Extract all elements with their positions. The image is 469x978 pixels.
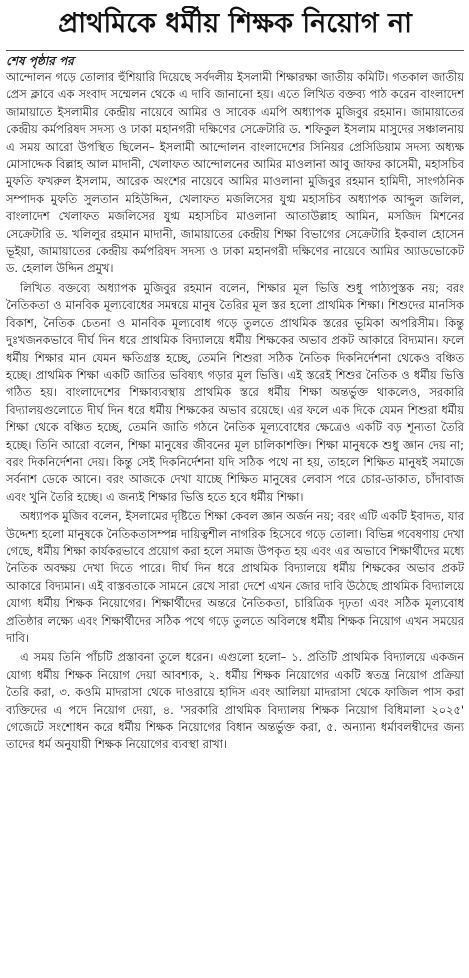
- article-paragraph: লিখিত বক্তব্যে অধ্যাপক মুজিবুর রহমান বলেন, শিক্ষার মূল ভিত্তি শুধু পাঠ্যপুস্তক নয়; বরং নৈতিকতা ও মানবিক মূল্যবোধের সমন্বয়ে মানুষ তৈরির মূল স্তর হলো প্রাথমিক শিক্ষা। শিশুদের মানসিক বিকাশ, নৈতিক চেতনা ও মানবিক মূল্যবোধ গড়ে তুলতে প্রাথমিক স্তরের ভূমিকা অপরিসীম। কিন্তু দুঃখজনকভাবে দীর্ঘ দিন ধরে প্রাথমিক বিদ্যালয়ে ধর্মীয় শিক্ষকের অভাব প্রকট আকারে বিদ্যমান। ফলে ধর্মীয় শিক্ষার মান যেমন ক্ষতিগ্রস্ত হচ্ছে, তেমনি শিশুরা সঠিক নৈতিক দিকনির্দেশনা থেকেও বঞ্চিত হচ্ছে। প্রাথমিক শিক্ষা একটি জাতির ভবিষ্যৎ গড়ার মূল ভিত্তি। এই স্তরেই শিশুর নৈতিক ও ধর্মীয় ভিত্তি গঠিত হয়। বাংলাদেশের শিক্ষাব্যবস্থায় প্রাথমিক স্তরে ধর্মীয় শিক্ষা অন্তর্ভুক্ত থাকলেও, সরকারি বিদ্যালয়গুলোতে দীর্ঘ দিন ধরে ধর্মীয় শিক্ষকের অভাব রয়েছে। এর ফলে এক দিকে যেমন শিশুরা ধর্মীয় শিক্ষা থেকে বঞ্চিত হচ্ছে, তেমনি জাতি গঠনে নৈতিক মূল্যবোধের ক্ষেত্রেও একটি বড় শূন্যতা তৈরি হচ্ছে। তিনি আরো বলেন, শিক্ষা মানুষের জীবনের মূল চালিকাশক্তি। শিক্ষা মানুষকে শুধু জ্ঞান দেয় না; বরং দিকনির্দেশনা দেয়। কিন্তু সেই দিকনির্দেশনা যদি সঠিক পথে না হয়, তাহলে শিক্ষিত মানুষই সমাজে সর্বনাশ ডেকে আনে। বরং আজকে দেখা যাচ্ছে শিক্ষিত মানুষের লেবাস পরে চোর-ডাকাত, চাঁদাবাজ এবং খুনি তৈরি হচ্ছে। এ জন্যই শিক্ষার ভিত্তি হতে হবে ধর্মীয় শিক্ষা।: [6, 280, 464, 504]
- headline: প্রাথমিকে ধর্মীয় শিক্ষক নিয়োগ না: [58, 8, 412, 39]
- continued-from-label: শেষ পৃষ্ঠার পর: [6, 54, 74, 68]
- headline-divider: [6, 50, 464, 51]
- article-paragraph: এ সময় তিনি পাঁচটি প্রস্তাবনা তুলে ধরেন। এগুলো হলো– ১. প্রতিটি প্রাথমিক বিদ্যালয়ে একজন যোগ্য ধর্মীয় শিক্ষক নিয়োগ দেয়া আবশ্যক, ২. ধর্মীয় শিক্ষক নিয়োগের একটি স্বতন্ত্র নিয়োগ প্রক্রিয়া তৈরি করা, ৩. কওমি মাদরাসা থেকে দাওরায়ে হাদিস এবং আলিয়া মাদরাসা থেকে ফাজিল পাস করা ব্যক্তিদের এ পদে নিয়োগ দেয়া, ৪. 'সরকারি প্রাথমিক বিদ্যালয় শিক্ষক নিয়োগ বিধিমালা ২০২৫' গেজেটে সংশোধন করে ধর্মীয় শিক্ষক নিয়োগের বিধান অন্তর্ভুক্ত করা, ৫. অন্যান্য ধর্মাবলম্বীদের জন্য তাদের ধর্ম অনুযায়ী শিক্ষক নিয়োগের ব্যবস্থা রাখা।: [6, 650, 464, 752]
- article-paragraph: আন্দোলন গড়ে তোলার হুঁশিয়ারি দিয়েছে সর্বদলীয় ইসলামী শিক্ষারক্ষা জাতীয় কমিটি। গতকাল জাতীয় প্রেস ক্লাবে এক সংবাদ সম্মেলন থেকে এ দাবি জানানো হয়। এতে লিখিত বক্তব্য পাঠ করেন বাংলাদেশ জামায়াতে ইসলামীর কেন্দ্রীয় নায়েবে আমির ও সাবেক এমপি অধ্যাপক মুজিবুর রহমান। জামায়াতের কেন্দ্রীয় কর্মপরিষদ সদস্য ও ঢাকা মহানগরী দক্ষিণের সেক্রেটারি ড. শফিকুল ইসলাম মাসুদের সঞ্চালনায় এ সময় আরো উপস্থিত ছিলেন– ইসলামী আন্দোলন বাংলাদেশের সিনিয়র প্রেসিডিয়াম সদস্য অধ্যক্ষ মোসাদ্দেক বিল্লাহ আল মাদানী, খেলাফত আন্দোলনের আমির মাওলানা আবু জাফর কাসেমী, মহাসচিব মুফতি ফখরুল ইসলাম, আরেক অংশের নায়েবে আমির মাওলানা মুজিবুর রহমান হামিদী, সাংগঠনিক সম্পাদক মুফতি সুলতান মহিউদ্দিন, খেলাফত মজলিসের যুগ্ম মহাসচিব অধ্যাপক আব্দুল জলিল, বাংলাদেশ খেলাফত মজলিসের যুগ্ম মহাসচিব মাওলানা আতাউল্লাহ আমিন, মসজিদ মিশনের সেক্রেটারি ড. খলিলুর রহমান মাদানী, জামায়াতের কেন্দ্রীয় শিক্ষা বিভাগের সেক্রেটারি ইকবাল হোসেন ভূইয়া, জামায়াতের কেন্দ্রীয় কর্মপরিষদ সদস্য ও ঢাকা মহানগরী দক্ষিণের নায়েবে আমির অ্যাডভোকেট ড. হেলাল উদ্দিন প্রমুখ।: [6, 70, 464, 276]
- article-paragraph: অধ্যাপক মুজিব বলেন, ইসলামের দৃষ্টিতে শিক্ষা কেবল জ্ঞান অর্জন নয়; বরং এটি একটি ইবাদত, যার উদ্দেশ্য হলো মানুষকে নৈতিকতাসম্পন্ন দায়িত্বশীল নাগরিক হিসেবে গড়ে তোলা। বিভিন্ন গবেষণায় দেখা গেছে, ধর্মীয় শিক্ষা কার্যকরভাবে প্রয়োগ করা হলে সমাজ উপকৃত হয় এবং এর অভাবে শিক্ষার্থীদের মধ্যে নৈতিক অবক্ষয় দেখা দিতে পারে। দীর্ঘ দিন ধরে প্রাথমিক বিদ্যালয়ে ধর্মীয় শিক্ষকের অভাব প্রকট আকারে বিদ্যমান। এই বাস্তবতাকে সামনে রেখে সারা দেশে এখন জোর দাবি উঠেছে প্রাথমিক বিদ্যালয়ে যোগ্য ধর্মীয় শিক্ষক নিয়োগের। শিক্ষার্থীদের অন্তরে নৈতিকতা, চারিত্রিক দৃঢ়তা এবং সঠিক মূল্যবোধ প্রতিষ্ঠার লক্ষ্যে এবং শিক্ষার্থীদের সঠিক পথে গড়ে তুলতে অবিলম্বে ধর্মীয় শিক্ষক নিয়োগ এখন সময়ের দাবি।: [6, 509, 464, 645]
- article-body: [6, 69, 464, 754]
